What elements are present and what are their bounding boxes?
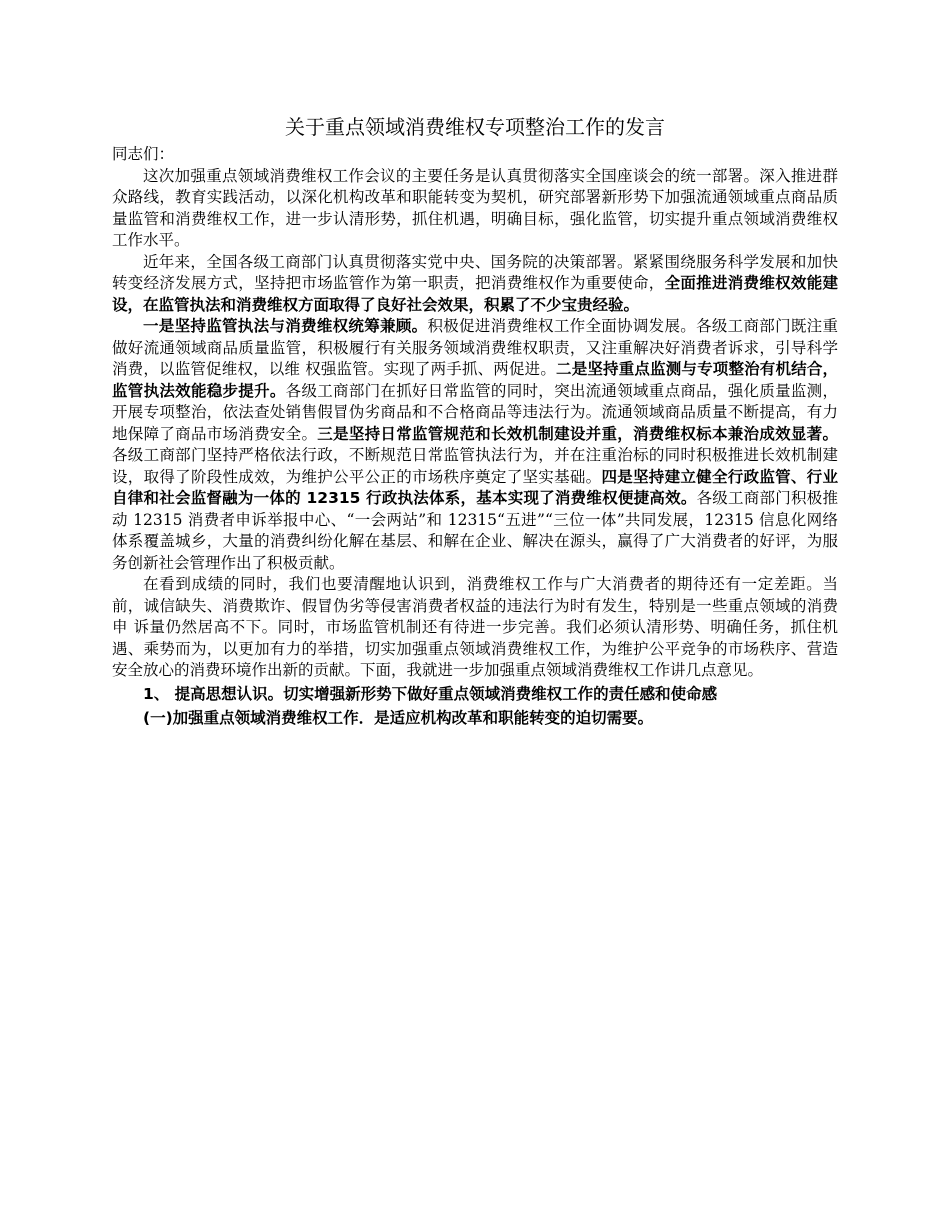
point-three-text: 各级工商部门坚持严格依法行政，不断规范日常监管执法行为，并在注重治标的同时积极推进长效机制建设，取得了阶段性成效，为维护公平公正的市场秩序奠定了坚实基础。	[112, 446, 838, 486]
paragraph-text: 近年来，全国各级工商部门认真贯彻落实党中央、国务院的决策部署。紧紧围绕服务科学发展和加快转变经济发展方式，坚持把市场监管作为第一职责，把消费维权作为重要使命，	[112, 252, 838, 292]
document-title: 关于重点领域消费维权专项整治工作的发言	[285, 115, 665, 139]
document-page	[112, 112, 838, 730]
point-four-heading: 四是坚持建立健全行政监管、行业自律和社会监督融为一体的 12315 行政执法体系，基本实现了消费维权便捷高效。	[112, 467, 838, 507]
paragraph-four-points	[112, 316, 838, 574]
salutation: 同志们：	[112, 145, 175, 163]
point-two-heading: 二是坚持重点监测与专项整治有机结合，监管执法效能稳步提升。	[112, 360, 838, 400]
bold-summary: 全面推进消费维权效能建设，在监管执法和消费维权方面取得了良好社会效果，积累了不少宝贵经验。	[112, 274, 838, 314]
point-one-text: 积极促进消费维权工作全面协调发展。各级工商部门既注重做好流通领域商品质量监管，积极履行有关服务领域消费维权职责，又注重解决好消费者诉求，引导科学消费，以监管促维权，以维 权强监管。实现了两手抓、两促进。	[112, 317, 838, 378]
point-one-heading: 一是坚持监管执法与消费维权统筹兼顾。	[143, 317, 428, 335]
subsection-heading-1: (一)加强重点领域消费维权工作．是适应机构改革和职能转变的迫切需要。	[143, 708, 654, 727]
point-four-text: 各级工商部门积极推动 12315 消费者申诉举报中心、“一会两站”和 12315“五进”“三位一体”共同发展，12315 信息化网络体系覆盖城乡，大量的消费纠纷化解在基层、和解在企业、解决在源头，赢得了广大消费者的好评，为服务创新社会管理作出了积极贡献。	[112, 489, 838, 572]
paragraph-challenges: 在看到成绩的同时，我们也要清醒地认识到，消费维权工作与广大消费者的期待还有一定差距。当前，诚信缺失、消费欺诈、假冒伪劣等侵害消费者权益的违法行为时有发生，特别是一些重点领域的消费申 诉量仍然居高不下。同时，市场监管机制还有待进一步完善。我们必须认清形势、明确任务，抓住机遇、乘势而为，以更加有力的举措，切实加强重点领域消费维权工作，为维护公平竞争的市场秩序、营造安全放心的消费环境作出新的贡献。下面，我就进一步加强重点领域消费维权工作讲几点意见。	[112, 575, 838, 679]
section-heading-1: 1、 提高思想认识。切实增强新形势下做好重点领域消费维权工作的责任感和使命感	[143, 684, 718, 703]
point-two-text: 各级工商部门在抓好日常监管的同时，突出流通领域重点商品，强化质量监测，开展专项整治，依法查处销售假冒伪劣商品和不合格商品等违法行为。流通领域商品质量不断提高，有力地保障了商品市场消费安全。	[112, 381, 838, 443]
point-three-heading: 三是坚持日常监管规范和长效机制建设并重，消费维权标本兼治成效显著。	[317, 424, 838, 443]
paragraph-intro: 这次加强重点领域消费维权工作会议的主要任务是认真贯彻落实全国座谈会的统一部署。深入推进群众路线，教育实践活动，以深化机构改革和职能转变为契机，研究部署新形势下加强流通领域重点商品质量监管和消费维权工作，进一步认清形势，抓住机遇，明确目标，强化监管，切实提升重点领域消费维权工作水平。	[112, 166, 838, 249]
paragraph-achievements	[112, 252, 838, 317]
